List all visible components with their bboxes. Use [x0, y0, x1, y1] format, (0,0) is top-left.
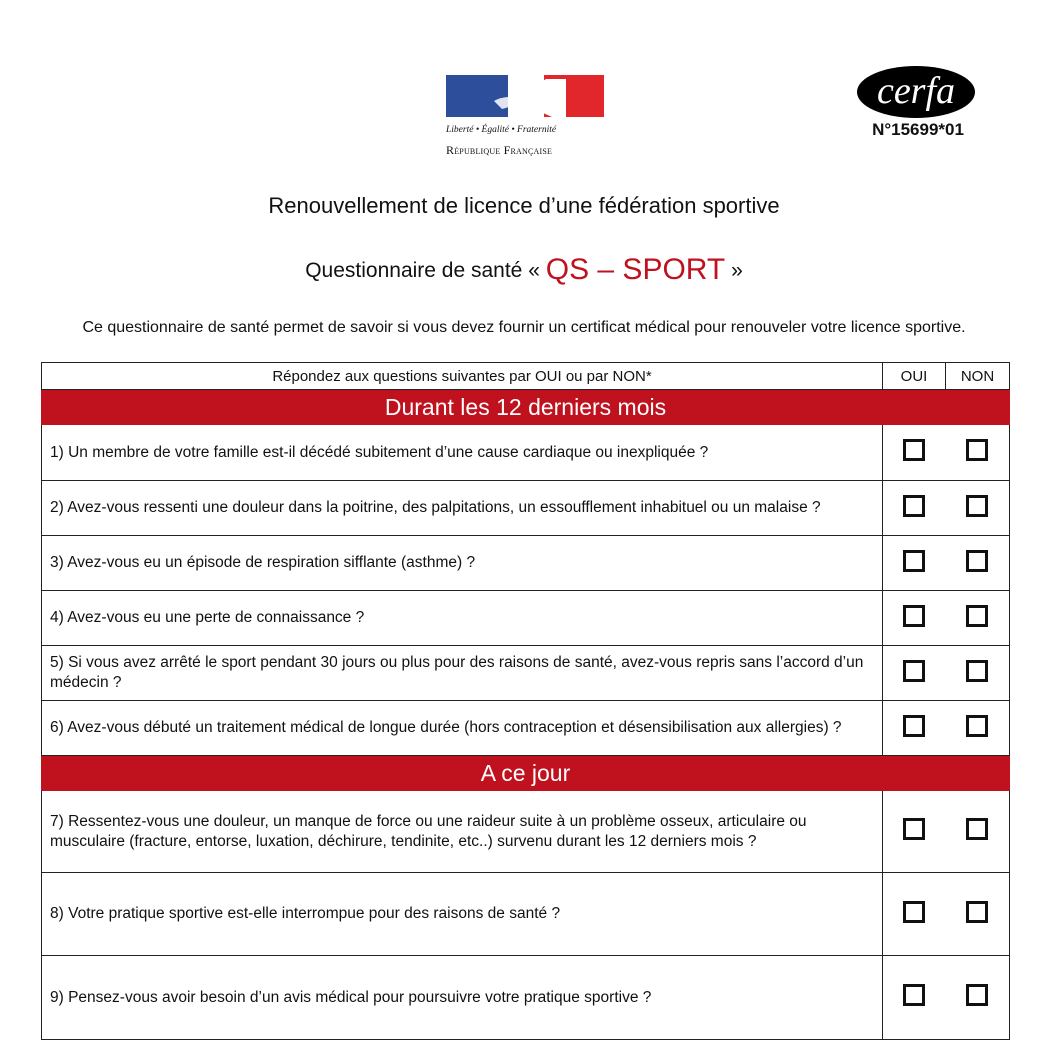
questionnaire-name: QS – SPORT [545, 253, 726, 286]
answer-cell-non [946, 481, 1010, 536]
answer-cell-non [946, 425, 1010, 481]
republic-motto: Liberté • Égalité • Fraternité [446, 125, 557, 135]
answer-cell-non [946, 536, 1010, 591]
question-row [42, 481, 1010, 536]
checkbox-oui[interactable] [903, 605, 925, 627]
question-text: 9) Pensez-vous avoir besoin d’un avis médical pour poursuivre votre pratique sportive ? [42, 956, 883, 1040]
answer-cell-non [946, 591, 1010, 646]
checkbox-non[interactable] [966, 495, 988, 517]
question-row [42, 646, 1010, 701]
checkbox-non[interactable] [966, 715, 988, 737]
marianne-profile-icon [486, 79, 566, 117]
question-text: 7) Ressentez-vous une douleur, un manque de force ou une raideur suite à un problème osseux, articulaire ou musculaire (fracture, entorse, luxation, déchirure, tendinite, etc..) survenu durant les 12 derniers mois ? [42, 791, 883, 873]
question-row [42, 791, 1010, 873]
answer-cell-oui [883, 646, 946, 701]
questionnaire-title [0, 253, 1048, 287]
question-text: 6) Avez-vous débuté un traitement médical de longue durée (hors contraception et désensibilisation aux allergies) ? [42, 701, 883, 756]
questionnaire-prefix: Questionnaire de santé « [305, 259, 540, 282]
question-row [42, 591, 1010, 646]
question-row [42, 425, 1010, 481]
question-text: 5) Si vous avez arrêté le sport pendant 30 jours ou plus pour des raisons de santé, avez-vous repris sans l’accord d’un médecin ? [42, 646, 883, 701]
question-text: 1) Un membre de votre famille est-il décédé subitement d’une cause cardiaque ou inexpliquée ? [42, 425, 883, 481]
checkbox-oui[interactable] [903, 818, 925, 840]
checkbox-non[interactable] [966, 818, 988, 840]
header-instruction: Répondez aux questions suivantes par OUI ou par NON* [42, 363, 883, 390]
checkbox-oui[interactable] [903, 984, 925, 1006]
cerfa-number: N°15699*01 [872, 120, 964, 139]
checkbox-oui[interactable] [903, 550, 925, 572]
question-text: 4) Avez-vous eu une perte de connaissance ? [42, 591, 883, 646]
answer-cell-non [946, 701, 1010, 756]
checkbox-oui[interactable] [903, 901, 925, 923]
section-today: A ce jour [42, 756, 1010, 791]
checkbox-non[interactable] [966, 984, 988, 1006]
checkbox-non[interactable] [966, 901, 988, 923]
header-oui: OUI [883, 363, 946, 390]
checkbox-oui[interactable] [903, 439, 925, 461]
answer-cell-oui [883, 591, 946, 646]
checkbox-oui[interactable] [903, 660, 925, 682]
section-row [42, 390, 1010, 425]
answer-cell-non [946, 956, 1010, 1040]
answer-cell-non [946, 873, 1010, 956]
questionnaire-table [41, 362, 1010, 1040]
checkbox-non[interactable] [966, 550, 988, 572]
answer-cell-oui [883, 701, 946, 756]
checkbox-non[interactable] [966, 605, 988, 627]
questionnaire-suffix: » [731, 259, 743, 282]
section-12-months: Durant les 12 derniers mois [42, 390, 1010, 425]
cerfa-logo-text: cerfa [876, 70, 956, 112]
section-row [42, 756, 1010, 791]
republic-name: République Française [446, 143, 553, 157]
table-header-row [42, 363, 1010, 390]
checkbox-non[interactable] [966, 439, 988, 461]
header-non: NON [946, 363, 1010, 390]
answer-cell-oui [883, 536, 946, 591]
question-row [42, 701, 1010, 756]
question-row [42, 536, 1010, 591]
intro-text: Ce questionnaire de santé permet de savoir si vous devez fournir un certificat médical pour renouveler votre licence sportive. [82, 319, 966, 336]
checkbox-oui[interactable] [903, 495, 925, 517]
question-text: 3) Avez-vous eu un épisode de respiration sifflante (asthme) ? [42, 536, 883, 591]
question-text: 8) Votre pratique sportive est-elle interrompue pour des raisons de santé ? [42, 873, 883, 956]
republique-francaise-logo [446, 75, 606, 163]
answer-cell-oui [883, 873, 946, 956]
question-text: 2) Avez-vous ressenti une douleur dans la poitrine, des palpitations, un essoufflement inhabituel ou un malaise ? [42, 481, 883, 536]
checkbox-oui[interactable] [903, 715, 925, 737]
question-row [42, 873, 1010, 956]
answer-cell-non [946, 791, 1010, 873]
answer-cell-oui [883, 956, 946, 1040]
cerfa-logo [857, 66, 975, 118]
answer-cell-oui [883, 481, 946, 536]
question-row [42, 956, 1010, 1040]
answer-cell-non [946, 646, 1010, 701]
checkbox-non[interactable] [966, 660, 988, 682]
page-title: Renouvellement de licence d’une fédération sportive [268, 193, 780, 218]
answer-cell-oui [883, 791, 946, 873]
answer-cell-oui [883, 425, 946, 481]
